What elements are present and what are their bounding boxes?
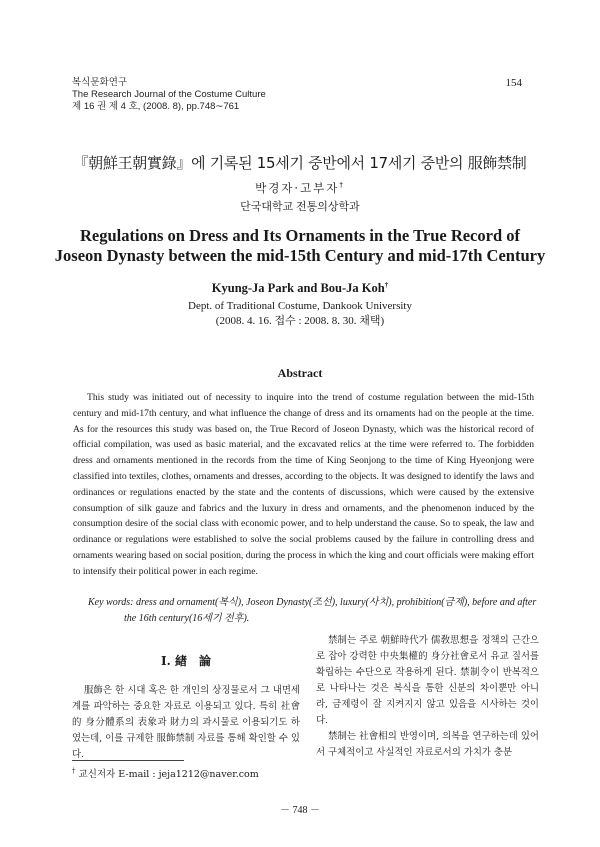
submission-dates: (2008. 4. 16. 접수 : 2008. 8. 30. 채택) (215, 315, 385, 327)
keywords-label: Key words: (88, 597, 134, 608)
footnote (72, 766, 259, 780)
korean-authors (0, 180, 600, 196)
right-column-text (316, 633, 539, 761)
department: Dept. of Traditional Costume, Dankook University (188, 300, 412, 312)
footnote-mark: † (72, 766, 76, 775)
footnote-divider (72, 760, 184, 761)
abstract-body: This study was initiated out of necessity to inquire into the trend of costume regulation between the mid-15th century and mid-17th century, and what influence the change of dress and its ornaments had on the people at the time. As for the resources this study was based on, the True Record of Joseon Dynasty, which was the historical record of official compilation, was used as basic material, and the excavated relics at the time were referred to. The forbidden dress and ornaments mentioned in the records from the time of King Seonjong to the time of King Hyeonjong were classified into textiles, clothes, ornaments and dresses, according to the objects. It was designed to identify the laws and ordinances or regulations enacted by the state and the contents of discussions, which were caused by the extensive consumption of silk gauze and fabrics and the luxury in dress and ornaments, and the phenomenon induced by the consumption desire of the social class with economic power, and to help understand the cause. So to speak, the law and ordinance or regulations were established to solve the social problems caused by the failure in controlling dress and ornaments wearing based on social position, during the process in which the king and court officials were making effort to intensify their political power in each regime. (73, 392, 534, 577)
journal-name-english: The Research Journal of the Costume Culture (72, 89, 266, 100)
english-title (0, 226, 600, 266)
keywords-line-2: the 16th century(16세기 전후). (124, 612, 250, 624)
english-author-names: Kyung-Ja Park and Bou-Ja Koh (211, 281, 385, 296)
english-title-line-2: Joseon Dynasty between the mid-15th Century and mid-17th Century (54, 246, 546, 265)
right-column-paragraph-2: 禁制는 社會相의 반영이며, 의복을 연구하는데 있어서 구체적이고 사실적인 자료로서의 가치가 충분 (316, 731, 539, 758)
footnote-text: 교신저자 E-mail : jeja1212@naver.com (78, 769, 259, 780)
korean-author-names: 박경자·고부자 (255, 181, 340, 195)
abstract-heading: Abstract (277, 366, 323, 380)
section-heading-introduction: Ⅰ. 緖 論 (161, 654, 211, 668)
corresponding-author-mark-en: † (384, 281, 389, 289)
journal-header (72, 77, 266, 113)
page-footer-number: － 748 － (280, 805, 320, 816)
keywords-line-1: dress and ornament(복식), Joseon Dynasty(조선), luxury(사치), prohibition(금제), before and after (135, 597, 537, 608)
english-authors (0, 281, 600, 296)
journal-volume-info: 제 16 권 제 4 호, (2008. 8), pp.748∼761 (72, 101, 240, 112)
english-affiliation (0, 299, 600, 329)
right-column-paragraph-1: 禁制는 주로 朝鮮時代가 儒敎思想을 정책의 근간으로 잡아 강력한 中央集權的 身分社會로서 유교 질서를 확립하는 수단으로 작용하게 된다. 禁制令이 반복적으로 나타나는 것은 복식을 통한 신분의 차이뿐만 아니라, 금제령이 잘 지켜지지 않고 있음을 시사하는 것이다. (316, 635, 539, 726)
korean-title: 『朝鮮王朝實錄』에 기록된 15세기 중반에서 17세기 중반의 服飾禁制 (73, 154, 527, 172)
keywords (88, 595, 538, 626)
corresponding-author-mark: † (339, 181, 345, 190)
left-column-text: 服飾은 한 시대 혹은 한 개인의 상징물로서 그 내면세계를 파악하는 중요한 자료로 이용되고 있다. 특히 社會的 身分體系의 表象과 財力의 과시물로 이용되기도 하였는데, 이를 규제한 服飾禁制 자료를 통해 확인할 수 있다. (72, 685, 300, 760)
journal-name-korean: 복식문화연구 (72, 77, 128, 88)
english-title-line-1: Regulations on Dress and Its Ornaments in the True Record of (79, 226, 520, 245)
header-page-number: 154 (505, 77, 522, 89)
korean-affiliation: 단국대학교 전통의상학과 (240, 201, 360, 213)
